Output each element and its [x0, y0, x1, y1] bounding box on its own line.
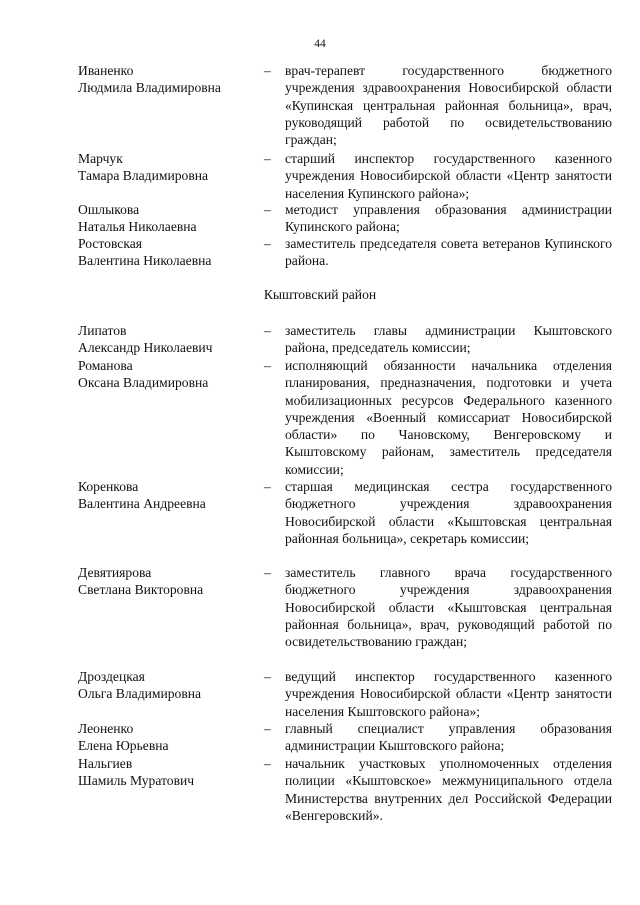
member-given-names: Оксана Владимировна [78, 375, 209, 391]
member-given-names: Шамиль Муратович [78, 773, 195, 789]
dash-separator: – [264, 358, 271, 373]
member-name [78, 235, 258, 270]
member-role: заместитель председателя совета ветеранов Купинского района. [285, 236, 612, 269]
member-role: исполняющий обязанности начальника отделения планирования, предназначения, подготовки и учета мобилизационных ресурсов Федерального казенного учреждения «Военный комиссариат Новосибирской области» по Чановскому, Венгеровскому и Кыштовскому районам, заместитель председателя комиссии; [285, 358, 612, 477]
dash-separator: – [264, 236, 271, 251]
member-given-names: Тамара Владимировна [78, 168, 209, 184]
member-role: врач-терапевт государственного бюджетного учреждения здравоохранения Новосибирской области «Купинская центральная районная больница», врач, руководящий работой по освидетельствованию граждан; [285, 63, 612, 148]
member-surname: Дроздецкая [78, 669, 145, 684]
member-given-names: Людмила Владимировна [78, 80, 221, 96]
member-surname: Ростовская [78, 236, 143, 251]
member-surname: Марчук [78, 151, 123, 166]
member-surname: Нальгиев [78, 756, 133, 771]
dash-separator: – [264, 721, 271, 736]
dash-separator: – [264, 323, 271, 338]
member-role: старший инспектор государственного казенного учреждения Новосибирской области «Центр занятости населения Купинского района»; [285, 151, 612, 201]
member-role: ведущий инспектор государственного казенного учреждения Новосибирской области «Центр занятости населения Кыштовского района»; [285, 669, 612, 719]
member-role: главный специалист управления образования администрации Кыштовского района; [285, 721, 612, 754]
member-name [78, 755, 258, 790]
member-given-names: Елена Юрьевна [78, 738, 169, 754]
member-role: начальник участковых уполномоченных отделения полиции «Кыштовское» межмуниципального отдела Министерства внутренних дел Российской Федерации «Венгеровский». [285, 756, 612, 823]
member-name [78, 478, 258, 513]
member-given-names: Александр Николаевич [78, 340, 213, 356]
member-name [78, 564, 258, 599]
member-role: старшая медицинская сестра государственного бюджетного учреждения здравоохранения Новосибирской области «Кыштовская центральная районная больница», секретарь комиссии; [285, 479, 612, 546]
member-given-names: Ольга Владимировна [78, 686, 202, 702]
member-name [78, 720, 258, 755]
member-surname: Девятиярова [78, 565, 152, 580]
dash-separator: – [264, 63, 271, 78]
member-role: методист управления образования администрации Купинского района; [285, 202, 612, 235]
dash-separator: – [264, 565, 271, 580]
member-surname: Леоненко [78, 721, 134, 736]
dash-separator: – [264, 151, 271, 166]
section-title: Кыштовский район [263, 287, 377, 302]
member-surname: Иваненко [78, 63, 134, 78]
member-role: заместитель главы администрации Кыштовского района, председатель комиссии; [285, 323, 612, 356]
member-surname: Романова [78, 358, 133, 373]
member-surname: Ошлыкова [78, 202, 140, 217]
page-number: 44 [314, 38, 326, 50]
member-name [78, 668, 258, 703]
member-name [78, 201, 258, 236]
dash-separator: – [264, 756, 271, 771]
dash-separator: – [264, 202, 271, 217]
member-role: заместитель главного врача государственного бюджетного учреждения здравоохранения Новосибирской области «Кыштовская центральная районная больница», врач, руководящий работой по освидетельствованию граждан; [285, 565, 612, 650]
member-name [78, 357, 258, 392]
member-surname: Коренкова [78, 479, 139, 494]
member-name [78, 150, 258, 185]
member-given-names: Светлана Викторовна [78, 582, 204, 598]
member-name [78, 62, 258, 97]
dash-separator: – [264, 479, 271, 494]
member-given-names: Наталья Николаевна [78, 219, 197, 235]
member-given-names: Валентина Николаевна [78, 253, 212, 269]
member-given-names: Валентина Андреевна [78, 496, 206, 512]
member-name [78, 322, 258, 357]
dash-separator: – [264, 669, 271, 684]
member-surname: Липатов [78, 323, 127, 338]
